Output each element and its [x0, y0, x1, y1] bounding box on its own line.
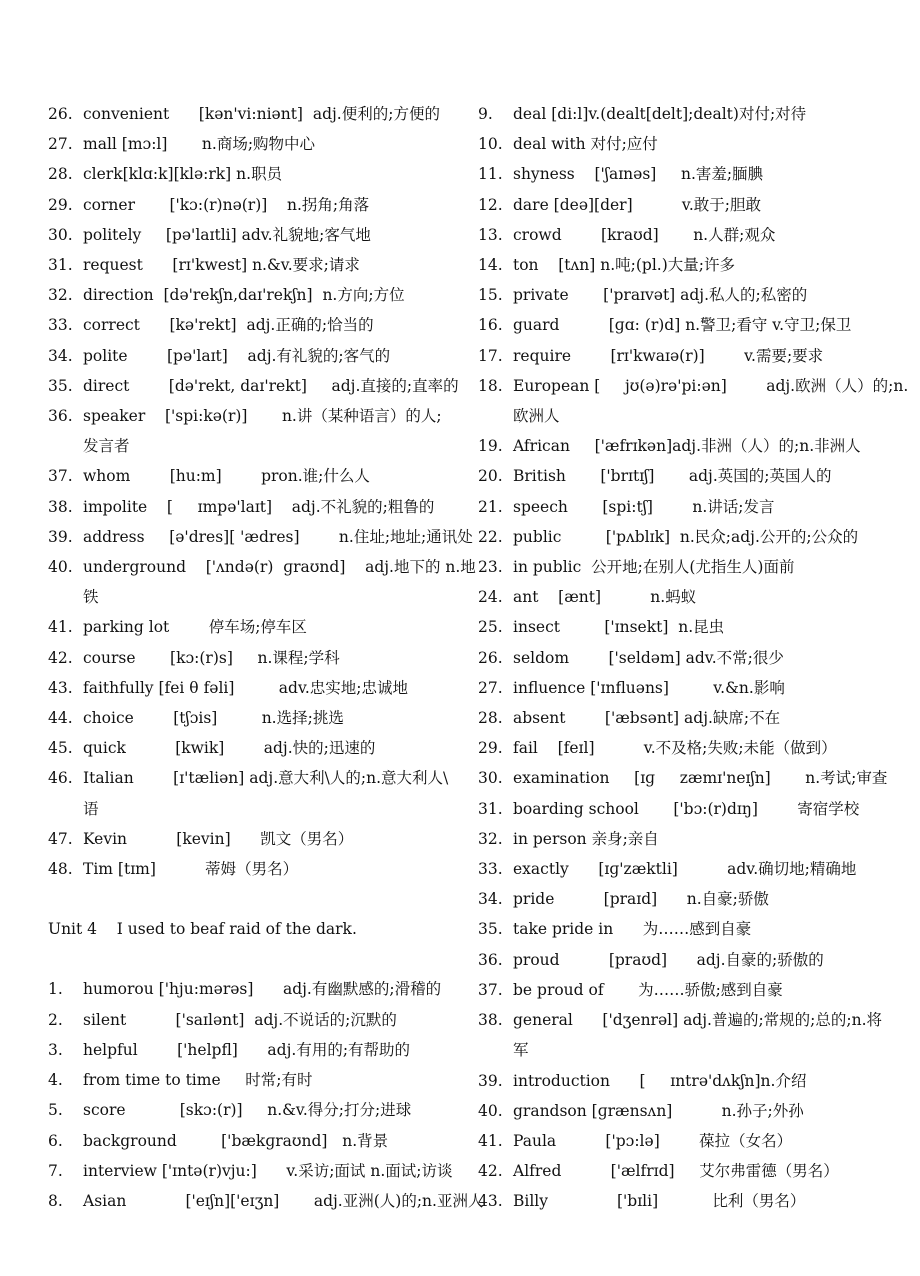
entry-number: 22. — [478, 527, 503, 546]
entry-number: 16. — [478, 316, 503, 335]
vocab-entry — [48, 643, 448, 673]
entry-number: 28. — [478, 709, 503, 728]
entry-number: 42. — [48, 648, 73, 667]
entry-line: polite [pə'laɪt] adj.有礼貌的;客气的 — [83, 346, 391, 365]
right-column — [478, 99, 909, 1217]
vocab-entry — [478, 1005, 883, 1065]
unit-title: Unit 4 I used to beaf raid of the dark. — [48, 920, 357, 939]
vocab-entry — [48, 99, 448, 129]
entry-line: quick [kwik] adj.快的;迅速的 — [83, 739, 376, 758]
entry-line-continued: 军 — [513, 1041, 529, 1060]
entry-line: crowd [kraʊd] n.人群;观众 — [513, 225, 776, 244]
entry-text — [513, 945, 878, 975]
entry-line: Alfred ['ælfrɪd] 艾尔弗雷德（男名） — [513, 1162, 839, 1181]
vocab-entry — [478, 1096, 878, 1126]
entry-line-continued: 语 — [83, 799, 99, 818]
entry-number: 29. — [478, 739, 503, 758]
entry-text — [513, 461, 878, 491]
entry-number: 11. — [478, 165, 503, 184]
entry-line: corner ['kɔ:(r)nə(r)] n.拐角;角落 — [83, 195, 370, 214]
vocab-entry — [48, 974, 448, 1004]
entry-text — [83, 220, 448, 250]
entry-number: 30. — [48, 225, 73, 244]
entry-number: 47. — [48, 829, 73, 848]
entry-line: in public 公开地;在别人(尤指生人)面前 — [513, 558, 795, 577]
entry-text — [83, 673, 448, 703]
entry-number: 17. — [478, 346, 503, 365]
entry-number: 7. — [48, 1161, 63, 1180]
entry-text — [513, 1005, 882, 1065]
entry-text — [513, 673, 878, 703]
entry-text — [513, 129, 878, 159]
vocab-entry — [478, 1186, 878, 1216]
entry-number: 35. — [48, 376, 73, 395]
vocab-entry — [478, 884, 878, 914]
entry-line: correct [kə'rekt] adj.正确的;恰当的 — [83, 316, 374, 335]
vocab-entry — [478, 310, 878, 340]
vocab-entry — [48, 129, 448, 159]
entry-text — [513, 190, 878, 220]
vocab-entry — [48, 703, 448, 733]
entry-line: course [kɔ:(r)s] n.课程;学科 — [83, 648, 340, 667]
vocab-entry — [478, 371, 909, 431]
entry-line: clerk[klɑ:k][klə:rk] n.职员 — [83, 165, 283, 184]
vocab-entry — [478, 824, 878, 854]
vocab-entry — [48, 673, 448, 703]
vocab-entry — [48, 763, 448, 823]
vocab-entry — [478, 129, 878, 159]
entry-line: be proud of 为……骄傲;感到自豪 — [513, 980, 783, 999]
entry-line: direct [də'rekt, daɪ'rekt] adj.直接的;直率的 — [83, 376, 459, 395]
entry-line: from time to time 时常;有时 — [83, 1071, 313, 1090]
entry-number: 40. — [48, 558, 73, 577]
entry-number: 41. — [48, 618, 73, 637]
entry-text — [513, 552, 878, 582]
entry-line: general ['dʒenrəl] adj.普遍的;常规的;总的;n.将 — [513, 1011, 883, 1030]
entry-number: 25. — [478, 618, 503, 637]
entry-text — [513, 99, 878, 129]
entry-line: influence ['ɪnfluəns] v.&n.影响 — [513, 678, 785, 697]
entry-line: deal [di:l]v.(dealt[delt];dealt)对付;对待 — [513, 105, 807, 123]
entry-line: private ['praɪvət] adj.私人的;私密的 — [513, 286, 808, 305]
vocab-entry — [478, 975, 878, 1005]
entry-text — [83, 461, 448, 491]
entry-text — [513, 733, 878, 763]
entry-number: 33. — [478, 860, 503, 879]
entry-line: boarding school ['bɔ:(r)dɪŋ] 寄宿学校 — [513, 799, 860, 818]
entry-line: convenient [kən'vi:niənt] adj.便利的;方便的 — [83, 105, 440, 123]
entry-line: European [ jʊ(ə)rə'pi:ən] adj.欧洲（人）的;n. — [513, 376, 909, 395]
entry-number: 30. — [478, 769, 503, 788]
entry-number: 12. — [478, 195, 503, 214]
entry-line: direction [də'rekʃn,daɪ'rekʃn] n.方向;方位 — [83, 286, 405, 305]
vocab-entry — [48, 1126, 448, 1156]
entry-line: public ['pʌblɪk] n.民众;adj.公开的;公众的 — [513, 527, 859, 546]
entry-line: in person 亲身;亲自 — [513, 829, 659, 848]
entry-line: underground ['ʌndə(r) ɡraʊnd] adj.地下的 n.地 — [83, 558, 476, 577]
entry-line: introduction [ ɪntrə'dʌkʃn]n.介绍 — [513, 1071, 807, 1090]
entry-text — [83, 159, 448, 189]
entry-text — [83, 190, 448, 220]
entry-number: 37. — [48, 467, 73, 486]
entry-number: 13. — [478, 225, 503, 244]
vocab-entry — [478, 703, 878, 733]
entry-number: 40. — [478, 1101, 503, 1120]
entry-line: Tim [tɪm] 蒂姆（男名） — [83, 860, 299, 879]
vocab-entry — [48, 1005, 448, 1035]
entry-line: British ['brɪtɪʃ] adj.英国的;英国人的 — [513, 467, 832, 486]
vocab-entry — [478, 945, 878, 975]
entry-number: 37. — [478, 980, 503, 999]
entry-text — [83, 129, 448, 159]
entry-line: deal with 对付;应付 — [513, 135, 658, 154]
entry-line-continued: 欧洲人 — [513, 407, 560, 426]
entry-number: 45. — [48, 739, 73, 758]
entry-text — [513, 1066, 878, 1096]
vocab-entry — [478, 431, 878, 461]
entry-line: fail [feɪl] v.不及格;失败;未能（做到） — [513, 739, 837, 758]
entry-number: 42. — [478, 1162, 503, 1181]
entry-number: 32. — [478, 829, 503, 848]
vocab-entry — [48, 1095, 448, 1125]
entry-number: 10. — [478, 135, 503, 154]
entry-text — [83, 552, 476, 612]
entry-number: 19. — [478, 437, 503, 456]
entry-line: speaker ['spi:kə(r)] n.讲（某种语言）的人; — [83, 407, 442, 426]
entry-number: 36. — [478, 950, 503, 969]
entry-line: insect ['ɪnsekt] n.昆虫 — [513, 618, 725, 637]
vocab-entry — [478, 341, 878, 371]
vocab-entry — [478, 250, 878, 280]
vocab-entry — [478, 763, 888, 793]
vocab-entry — [478, 552, 878, 582]
entry-line: dare [deə][der] v.敢于;胆敢 — [513, 195, 761, 214]
entry-line: interview ['ɪntə(r)vju:] v.采访;面试 n.面试;访谈 — [83, 1161, 453, 1180]
entry-line: shyness ['ʃaɪnəs] n.害羞;腼腆 — [513, 165, 764, 184]
entry-text — [83, 1035, 448, 1065]
vocab-entry — [48, 401, 448, 461]
entry-text — [83, 733, 448, 763]
entry-text — [83, 703, 448, 733]
vocab-entry — [48, 1035, 448, 1065]
entry-line: score [skɔ:(r)] n.&v.得分;打分;进球 — [83, 1101, 412, 1120]
entry-line: Asian ['eɪʃn]['eɪʒn] adj.亚洲(人)的;n.亚洲人 — [83, 1191, 484, 1210]
entry-number: 20. — [478, 467, 503, 486]
entry-number: 6. — [48, 1131, 63, 1150]
entry-line: pride [praɪd] n.自豪;骄傲 — [513, 890, 769, 909]
vocab-entry — [48, 280, 448, 310]
entry-text — [83, 1065, 448, 1095]
entry-number: 27. — [48, 135, 73, 154]
vocab-list-unit4-continued — [478, 99, 909, 1217]
entry-text — [513, 159, 878, 189]
entry-number: 26. — [478, 648, 503, 667]
vocab-entry — [478, 854, 878, 884]
entry-number: 18. — [478, 376, 503, 395]
entry-text — [513, 763, 887, 793]
entry-number: 31. — [478, 799, 503, 818]
entry-number: 1. — [48, 980, 63, 999]
vocab-entry — [478, 461, 878, 491]
entry-text — [83, 1126, 448, 1156]
vocab-entry — [478, 159, 878, 189]
entry-text — [513, 371, 908, 431]
entry-line: African ['æfrɪkən]adj.非洲（人）的;n.非洲人 — [513, 437, 861, 456]
entry-line: Paula ['pɔ:lə] 葆拉（女名） — [513, 1131, 793, 1150]
entry-text — [513, 1156, 878, 1186]
entry-text — [83, 522, 473, 552]
entry-text — [513, 703, 878, 733]
entry-line: mall [mɔ:l] n.商场;购物中心 — [83, 135, 316, 154]
entry-text — [83, 1095, 448, 1125]
vocab-entry — [48, 159, 448, 189]
entry-number: 9. — [478, 105, 493, 123]
vocab-entry — [478, 914, 878, 944]
vocab-entry — [48, 371, 459, 401]
entry-text — [83, 250, 448, 280]
vocab-entry — [478, 190, 878, 220]
vocab-entry — [48, 854, 448, 884]
entry-line: absent ['æbsənt] adj.缺席;不在 — [513, 709, 781, 728]
entry-line: background ['bækɡraʊnd] n.背景 — [83, 1131, 389, 1150]
entry-number: 46. — [48, 769, 73, 788]
entry-line: grandson [ɡrænsʌn] n.孙子;外孙 — [513, 1101, 804, 1120]
entry-number: 32. — [48, 286, 73, 305]
entry-line: guard [ɡɑ: (r)d] n.警卫;看守 v.守卫;保卫 — [513, 316, 852, 335]
entry-line: choice [tʃɔis] n.选择;挑选 — [83, 709, 344, 728]
vocab-entry — [48, 612, 448, 642]
entry-number: 38. — [478, 1011, 503, 1030]
entry-line-continued: 发言者 — [83, 437, 130, 456]
entry-text — [83, 492, 448, 522]
entry-line: take pride in 为……感到自豪 — [513, 920, 752, 939]
entry-number: 4. — [48, 1071, 63, 1090]
entry-number: 35. — [478, 920, 503, 939]
vocab-entry — [48, 341, 448, 371]
entry-number: 41. — [478, 1131, 503, 1150]
entry-number: 43. — [478, 1192, 503, 1211]
entry-text — [83, 643, 448, 673]
vocab-entry — [478, 492, 878, 522]
entry-text — [513, 310, 878, 340]
entry-text — [513, 250, 878, 280]
entry-text — [83, 854, 448, 884]
entry-text — [83, 341, 448, 371]
entry-line: proud [praʊd] adj.自豪的;骄傲的 — [513, 950, 824, 969]
entry-text — [83, 763, 448, 823]
entry-number: 43. — [48, 678, 73, 697]
entry-number: 8. — [48, 1191, 63, 1210]
vocab-entry — [478, 522, 878, 552]
vocab-entry — [48, 250, 448, 280]
vocab-entry — [48, 522, 473, 552]
entry-line: require [rɪ'kwaɪə(r)] v.需要;要求 — [513, 346, 824, 365]
entry-number: 33. — [48, 316, 73, 335]
entry-line-continued: 铁 — [83, 588, 99, 607]
vocab-entry — [48, 190, 448, 220]
vocab-entry — [48, 461, 448, 491]
vocab-entry — [478, 1156, 878, 1186]
entry-text — [513, 824, 878, 854]
entry-line: examination [ɪɡ zæmɪ'neɪʃn] n.考试;审查 — [513, 769, 888, 788]
vocab-entry — [48, 220, 448, 250]
entry-number: 39. — [48, 527, 73, 546]
vocab-list-unit4 — [48, 974, 484, 1216]
entry-text — [513, 854, 878, 884]
vocab-entry — [48, 310, 448, 340]
vocab-entry — [48, 1065, 448, 1095]
entry-text — [513, 1096, 878, 1126]
entry-text — [83, 310, 448, 340]
entry-number: 15. — [478, 286, 503, 305]
entry-text — [513, 582, 878, 612]
vocab-entry — [478, 733, 878, 763]
entry-number: 31. — [48, 256, 73, 275]
entry-line: speech [spi:tʃ] n.讲话;发言 — [513, 497, 775, 516]
vocab-entry — [48, 733, 448, 763]
spacer — [48, 944, 448, 974]
entry-number: 23. — [478, 558, 503, 577]
entry-text — [513, 975, 878, 1005]
entry-text — [513, 1186, 878, 1216]
entry-line: address [ə'dres][ 'ædres] n.住址;地址;通讯处 — [83, 527, 473, 546]
entry-line: Kevin [kevin] 凯文（男名） — [83, 829, 354, 848]
entry-number: 36. — [48, 407, 73, 426]
entry-line: seldom ['seldəm] adv.不常;很少 — [513, 648, 784, 667]
entry-number: 44. — [48, 709, 73, 728]
entry-text — [513, 1126, 878, 1156]
entry-text — [513, 280, 878, 310]
entry-text — [513, 884, 878, 914]
vocab-entry — [48, 492, 448, 522]
vocab-entry — [478, 582, 878, 612]
entry-number: 26. — [48, 105, 73, 123]
entry-text — [83, 1005, 448, 1035]
spacer — [48, 884, 448, 914]
entry-text — [513, 341, 878, 371]
vocab-entry — [48, 552, 476, 612]
entry-line: exactly [ɪɡ'zæktli] adv.确切地;精确地 — [513, 860, 857, 879]
entry-text — [83, 824, 448, 854]
entry-text — [513, 522, 878, 552]
entry-number: 5. — [48, 1101, 63, 1120]
entry-line: impolite [ ɪmpə'laɪt] adj.不礼貌的;粗鲁的 — [83, 497, 435, 516]
vocab-list-unit3 — [48, 99, 476, 884]
entry-text — [513, 643, 878, 673]
entry-number: 38. — [48, 497, 73, 516]
entry-text — [513, 431, 878, 461]
entry-text — [83, 1156, 453, 1186]
vocab-entry — [478, 612, 878, 642]
entry-number: 39. — [478, 1071, 503, 1090]
entry-text — [513, 794, 878, 824]
entry-text — [513, 492, 878, 522]
entry-number: 24. — [478, 588, 503, 607]
left-column — [48, 99, 484, 1216]
vocab-entry — [478, 1066, 878, 1096]
entry-line: faithfully [fei θ fəli] adv.忠实地;忠诚地 — [83, 678, 409, 697]
vocab-entry — [48, 1186, 484, 1216]
entry-line: politely [pə'laɪtli] adv.礼貌地;客气地 — [83, 225, 371, 244]
vocab-entry — [478, 794, 878, 824]
entry-text — [83, 612, 448, 642]
entry-line: Italian [ɪ'tæliən] adj.意大利\人的;n.意大利人\ — [83, 769, 449, 788]
entry-number: 27. — [478, 678, 503, 697]
entry-line: humorou ['hju:mərəs] adj.有幽默感的;滑稽的 — [83, 980, 442, 999]
entry-line: helpful ['helpfl] adj.有用的;有帮助的 — [83, 1040, 411, 1059]
entry-text — [83, 974, 448, 1004]
entry-text — [83, 280, 448, 310]
entry-text — [83, 99, 448, 129]
vocab-entry — [478, 673, 878, 703]
entry-number: 34. — [478, 890, 503, 909]
vocab-entry — [478, 220, 878, 250]
vocab-entry — [478, 280, 878, 310]
entry-text — [83, 1186, 483, 1216]
vocab-entry — [478, 1126, 878, 1156]
entry-number: 2. — [48, 1010, 63, 1029]
entry-number: 21. — [478, 497, 503, 516]
entry-number: 14. — [478, 256, 503, 275]
entry-line: ton [tʌn] n.吨;(pl.)大量;许多 — [513, 256, 735, 275]
entry-text — [513, 220, 878, 250]
entry-line: Billy ['bɪli] 比利（男名） — [513, 1192, 806, 1211]
entry-line: silent ['saɪlənt] adj.不说话的;沉默的 — [83, 1010, 397, 1029]
entry-number: 34. — [48, 346, 73, 365]
entry-number: 29. — [48, 195, 73, 214]
entry-text — [513, 612, 878, 642]
vocab-entry — [478, 99, 878, 129]
entry-number: 3. — [48, 1040, 63, 1059]
vocab-entry — [48, 824, 448, 854]
vocab-entry — [48, 1156, 453, 1186]
entry-number: 48. — [48, 860, 73, 879]
vocab-entry — [478, 643, 878, 673]
entry-number: 28. — [48, 165, 73, 184]
entry-line: parking lot 停车场;停车区 — [83, 618, 307, 637]
entry-text — [83, 401, 448, 461]
entry-line: whom [hu:m] pron.谁;什么人 — [83, 467, 370, 486]
entry-line: ant [ænt] n.蚂蚁 — [513, 588, 697, 607]
entry-text — [513, 914, 878, 944]
entry-line: request [rɪ'kwest] n.&v.要求;请求 — [83, 256, 360, 275]
entry-text — [83, 371, 459, 401]
